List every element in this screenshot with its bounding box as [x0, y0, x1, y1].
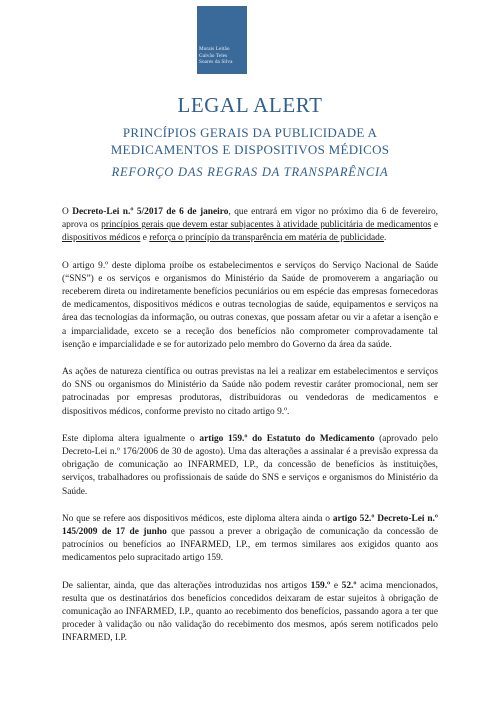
- paragraph: [62, 580, 438, 646]
- underlined-text: dispositivos médicos: [62, 233, 141, 244]
- text: O: [62, 207, 73, 217]
- statute-reference: artigo 159.º do Estatuto do Medicamento: [199, 433, 375, 444]
- subtitle-line: MEDICAMENTOS E DISPOSITIVOS MÉDICOS: [110, 142, 390, 157]
- firm-logo: [197, 6, 247, 74]
- text: No que se refere aos dispositivos médicos, este diploma altera ainda o: [62, 513, 333, 524]
- document-subtitle: [0, 124, 500, 158]
- text: e: [140, 233, 150, 244]
- underlined-text: reforça o princípio da transparência em matéria de publicidade: [149, 233, 385, 244]
- text: .: [384, 233, 387, 244]
- text: (aprovado pelo Decreto-Lei n.º 176/2006 de 30 de agosto). Uma das alterações a assinalar é a previsão expressa da obrigação de comunicação ao INFARMED, I.P., da concessão de benefícios às instituições, serviços, trabalhadores ou profissionais de saúde do SNS e serviços e organismos do Ministério da Saúde.: [62, 433, 438, 497]
- logo-line: Morais Leitão: [199, 46, 230, 53]
- decree-reference: artigo 52.º Decreto-Lei n.º 145/2009 de 17 de junho: [62, 513, 438, 538]
- article-reference: 159.º: [310, 580, 331, 591]
- decree-reference: Decreto-Lei n.º 5/2017 de 6 de janeiro: [72, 207, 229, 217]
- text: e: [431, 220, 438, 231]
- document-title: LEGAL ALERT: [177, 93, 323, 117]
- subtitle-line: PRINCÍPIOS GERAIS DA PUBLICIDADE A: [122, 125, 378, 140]
- logo-line: Soares da Silva: [199, 59, 233, 66]
- document-tagline: REFORÇO DAS REGRAS DA TRANSPARÊNCIA: [111, 165, 389, 179]
- text: , que entrará em vigor no próximo dia 6 de fevereiro, aprova os: [62, 207, 438, 231]
- text: acima mencionados, resulta que os destinatários dos benefícios concedidos deixaram de estar sujeitos à obrigação de comunicação ao INFARMED, I.P., quanto ao recebimento dos benefícios, passando agora a ter que proceder à validação ou não validação do recebimento dos mesmos, após serem notificados pelo INFARMED, I.P.: [62, 580, 438, 644]
- document-body: [62, 206, 438, 660]
- text: que passou a prever a obrigação de comunicação da concessão de patrocínios ou benefícios ao INFARMED, I.P., em termos similares aos exigidos quanto aos medicamentos pelo supracitado artigo 159.: [62, 527, 439, 564]
- text: Este diploma altera igualmente o: [62, 433, 200, 444]
- text: De salientar, ainda, que das alterações introduzidas nos artigos: [62, 580, 311, 591]
- paragraph: As ações de natureza científica ou outras previstas na lei a realizar em estabelecimentos e serviços do SNS ou organismos do Ministério da Saúde não podem revestir caráter promocional, nem ser patrocinadas por empresas produtoras, distribuidoras ou vendedoras de medicamentos e dispositivos médicos, conforme previsto no citado artigo 9.º.: [62, 367, 438, 417]
- underlined-text: princípios gerais que devem estar subjacentes à atividade publicitária de medicamentos: [101, 220, 432, 231]
- article-reference: 52.º: [341, 580, 357, 591]
- paragraph: [62, 433, 438, 499]
- text: e: [330, 580, 342, 591]
- paragraph: O artigo 9.º deste diploma proíbe os estabelecimentos e serviços do Serviço Nacional de Saúde (“SNS”) e os serviços e organismos do Ministério da Saúde de promoverem a angariação ou receberem direta ou indiretamente benefícios pecuniários ou em espécie das empresas fornecedoras de medicamentos, dispositivos médicos e outras tecnologias de saúde, equipamentos e serviços na área das tecnologias da informação, ou outras conexas, que possam afetar ou vir a afetar a isenção e a imparcialidade, exceto se a receção dos benefícios não comprometer comprovadamente tal isenção e imparcialidade e se for autorizado pelo membro do Governo da área da saúde.: [62, 260, 438, 350]
- paragraph: [62, 513, 438, 566]
- logo-line: Galvão Teles: [199, 52, 228, 59]
- paragraph: [62, 206, 438, 246]
